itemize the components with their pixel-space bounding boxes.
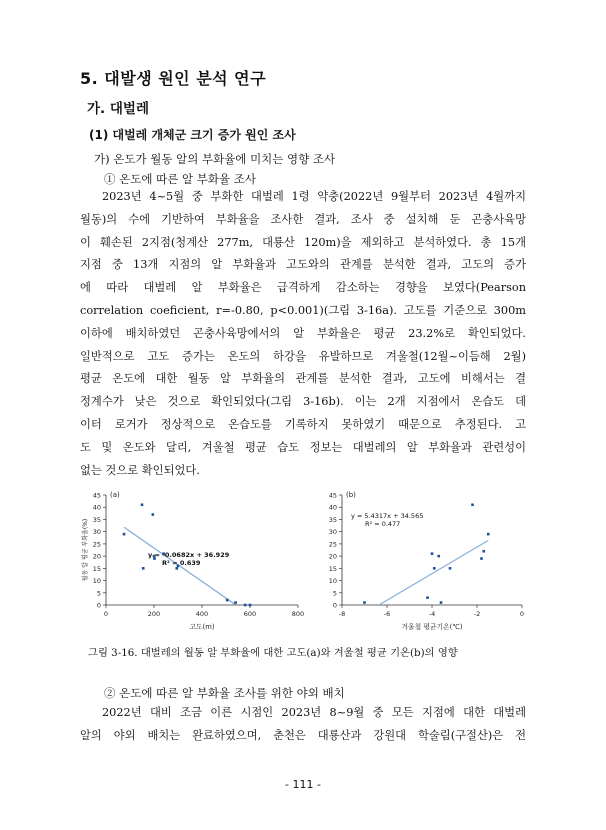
data-point [141,503,144,506]
y-tick-label: 35 [328,515,337,524]
r-squared: R² = 0.477 [365,520,401,529]
section-title: 5. 대발생 원인 분석 연구 [80,69,267,88]
data-point [363,601,366,604]
y-tick-label: 45 [328,491,337,500]
y-tick-label: 25 [328,540,337,549]
data-point [487,533,490,536]
y-axis-label: 월동 알 평균 부화율(%) [82,518,89,582]
chart-panel-b [329,491,524,631]
x-tick-label: 600 [243,610,257,618]
page-number: - 111 - [285,778,321,791]
para1-line: 2023년 4~5월 중 부화한 대벌레 1령 약충(2022년 9월부터 2023년 4월까지 [102,190,526,203]
trendline [380,540,488,604]
y-tick-label: 15 [92,564,101,573]
para1-line: 이터 로거가 정상적으로 온습도를 기록하지 못하였기 때문으로 추정된다. 고 [80,417,526,431]
subsubsection-title: (1) 대벌레 개체군 크기 증가 원인 조사 [89,128,296,142]
panel-label: (a) [110,491,120,499]
para1-line: 정계수가 낮은 것으로 확인되었다(그림 3-16b). 이는 2개 지점에서 온습도 데 [80,395,526,409]
y-tick-label: 30 [328,528,337,537]
y-tick-label: 10 [92,577,101,586]
data-point [426,596,429,599]
y-tick-label: 20 [92,552,101,561]
y-tick-label: 15 [328,564,337,573]
figure-caption: 그림 3-16. 대벌레의 월동 알 부화율에 대한 고도(a)와 겨울철 평균 기온(b)의 영향 [88,647,458,659]
para1-line: 월동)의 수에 기반하여 부화율을 조사한 결과, 조사 중 설치해 둔 곤충사육망 [80,212,526,226]
y-tick-label: 25 [92,540,101,549]
x-tick-label: -8 [338,610,346,618]
data-point [123,533,126,536]
para1-line: 이하에 배치하였던 곤충사육망에서의 알 부화율은 평균 23.2%로 확인되었다. [80,326,526,340]
y-tick-label: 45 [92,491,101,500]
y-tick-label: 30 [92,528,101,537]
para1-line: 일반적으로 고도 증가는 온도의 하강을 유발하므로 겨울철(12월~이듬해 2월) [80,349,526,363]
x-tick-label: -4 [428,610,436,618]
para1-line: correlation coeficient, r=-0.80, p<0.001)(그림 3-16a). 고도를 기준으로 300m [80,303,526,317]
x-tick-label: 0 [103,610,109,618]
data-point [482,550,485,553]
y-tick-label: 5 [332,589,337,598]
x-tick-label: 200 [147,610,161,618]
paragraph-2 [80,702,526,748]
y-tick-label: 35 [92,515,101,524]
panel-label: (b) [346,491,356,499]
data-point [433,567,436,570]
data-point [471,503,474,506]
data-point [449,567,452,570]
y-tick-label: 5 [96,589,101,598]
data-point [176,567,179,570]
point2-title: ② 온도에 따른 알 부화율 조사를 위한 야외 배치 [104,686,345,700]
point1-title: ① 온도에 따른 알 부화율 조사 [104,172,256,186]
y-tick-label: 0 [332,601,337,610]
x-tick-label: 800 [291,610,305,618]
x-tick-label: -6 [383,610,391,618]
para2-line: 알의 야외 배치는 완료하였으며, 춘천은 대룡산과 강원대 학술림(구절산)은 전 [80,728,526,742]
regression-equation: y = 5.4317x + 34.565 [351,512,424,521]
data-point [437,555,440,558]
x-tick-label: 400 [195,610,209,618]
para1-line: 없는 것으로 확인되었다. [80,463,200,477]
r-squared: R² = 0.639 [162,559,201,568]
data-point [249,604,252,607]
figure-3-16 [0,485,606,635]
para1-line: 에 따라 대벌레 알 부화율은 급격하게 감소하는 경향을 보였다(Pearson [80,281,526,295]
regression-equation: y = -0.0682x + 36.929 [148,551,230,560]
data-point [480,557,483,560]
y-tick-label: 20 [328,552,337,561]
para1-line: 평균 온도에 대한 월동 알 부화율의 관계를 분석한 결과, 고도에 비해서는 결 [80,372,526,386]
data-point [234,601,237,604]
para1-line: 이 훼손된 2지점(청계산 277m, 대룡산 120m)을 제외하고 분석하였다. 총 15개 [80,235,526,249]
para1-line: 도 및 온도와 달리, 겨울철 평균 습도 정보는 대벌레의 알 부화율과 관련성이 [80,440,526,454]
data-point [440,601,443,604]
y-tick-label: 10 [328,577,337,586]
subsection-title: 가. 대벌레 [87,101,149,117]
y-tick-label: 40 [328,503,337,512]
x-axis-label: 겨울철 평균기온(℃) [401,623,463,631]
data-point [142,567,145,570]
x-tick-label: -2 [473,610,481,618]
data-point [226,599,229,602]
item-title: 가) 온도가 월동 알의 부화율에 미치는 영향 조사 [94,152,336,166]
para2-line: 2022년 대비 조금 이른 시점인 2023년 8~9월 중 모든 지점에 대한 대벌레 [102,706,526,719]
paragraph-1 [80,186,526,482]
para1-line: 지점 중 13개 지점의 알 부화율과 고도와의 관계를 분석한 결과, 고도의 증가 [80,258,526,272]
x-tick-label: 0 [519,610,525,618]
data-point [152,513,155,516]
chart-panel-a [81,491,304,631]
y-tick-label: 0 [96,601,101,610]
data-point [244,604,247,607]
y-tick-label: 40 [92,503,101,512]
x-axis-label: 고도(m) [189,623,215,631]
data-point [431,552,434,555]
